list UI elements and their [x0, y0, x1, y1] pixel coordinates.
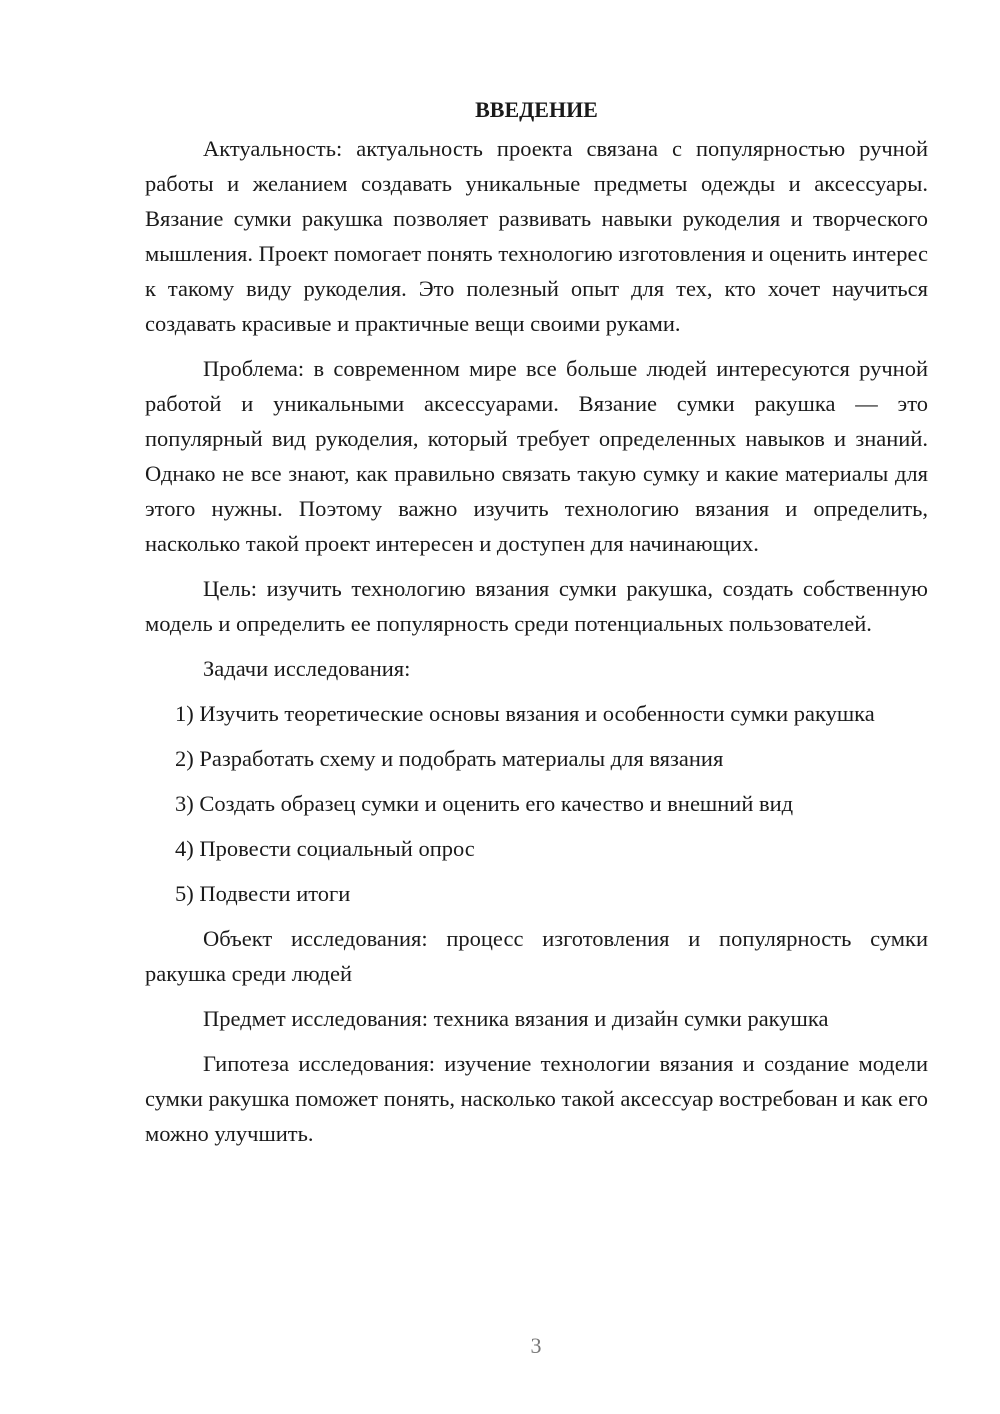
list-item: 1) Изучить теоретические основы вязания и особенности сумки ракушка [175, 701, 875, 726]
list-item: 4) Провести социальный опрос [175, 836, 475, 861]
list-item: 5) Подвести итоги [175, 881, 351, 906]
tasks-heading: Задачи исследования: [203, 656, 411, 681]
page-title: ВВЕДЕНИЕ [475, 97, 598, 122]
page-number: 3 [530, 1333, 542, 1358]
tasks-list [145, 696, 928, 911]
document-page [145, 92, 928, 1161]
paragraph-goal: Цель: изучить технологию вязания сумки ракушка, создать собственную модель и определить ее популярность среди потенциальных пользователей. [145, 576, 928, 636]
paragraph-hypothesis: Гипотеза исследования: изучение технологии вязания и создание модели сумки ракушка поможет понять, насколько такой аксессуар востребован и как его можно улучшить. [145, 1051, 928, 1146]
paragraph-object: Объект исследования: процесс изготовления и популярность сумки ракушка среди людей [145, 926, 928, 986]
paragraph-problem: Проблема: в современном мире все больше людей интересуются ручной работой и уникальными аксессуарами. Вязание сумки ракушка — это популярный вид рукоделия, который требует определенных навыков и знаний. Однако не все знают, как правильно связать такую сумку и какие материалы для этого нужны. Поэтому важно изучить технологию вязания и определить, насколько такой проект интересен и доступен для начинающих. [145, 356, 928, 556]
paragraph-actuality: Актуальность: актуальность проекта связана с популярностью ручной работы и желанием создавать уникальные предметы одежды и аксессуары. Вязание сумки ракушка позволяет развивать навыки рукоделия и творческого мышления. Проект помогает понять технологию изготовления и оценить интерес к такому виду рукоделия. Это полезный опыт для тех, кто хочет научиться создавать красивые и практичные вещи своими руками. [145, 136, 928, 336]
list-item: 2) Разработать схему и подобрать материалы для вязания [175, 746, 724, 771]
paragraph-subject: Предмет исследования: техника вязания и дизайн сумки ракушка [203, 1006, 829, 1031]
list-item: 3) Создать образец сумки и оценить его качество и внешний вид [175, 791, 794, 816]
